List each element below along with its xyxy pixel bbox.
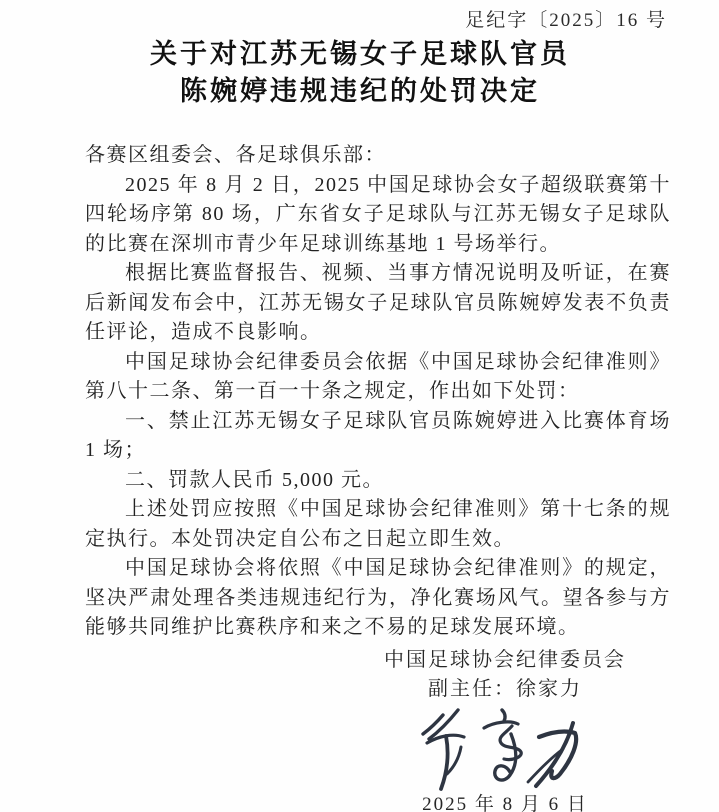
document-number: 足纪字〔2025〕16 号 xyxy=(465,10,667,31)
signature-date: 2025 年 8 月 6 日 xyxy=(422,794,588,812)
document-title xyxy=(60,36,660,110)
handwritten-signature xyxy=(412,706,598,792)
body-paragraph-rules-basis: 中国足球协会纪律委员会依据《中国足球协会纪律准则》第八十二条、第一百一十条之规定，作出如下处罚： xyxy=(85,350,671,402)
signature-block xyxy=(340,645,670,812)
title-line-1: 关于对江苏无锡女子足球队官员 xyxy=(150,39,570,69)
salutation-line: 各赛区组委会、各足球俱乐部： xyxy=(85,144,386,166)
body-paragraph-closing: 中国足球协会将依照《中国足球协会纪律准则》的规定，坚决严肃处理各类违规违纪行为，净化赛场风气。望各参与方能够共同维护比赛秩序和来之不易的足球发展环境。 xyxy=(85,557,671,638)
body-paragraph-penalty-item-1: 一、禁止江苏无锡女子足球队官员陈婉婷进入比赛体育场 1 场； xyxy=(85,409,671,461)
title-line-2: 陈婉婷违规违纪的处罚决定 xyxy=(180,76,540,106)
body-paragraph-findings: 根据比赛监督报告、视频、当事方情况说明及听证，在赛后新闻发布会中，江苏无锡女子足球队官员陈婉婷发表不负责任评论，造成不良影响。 xyxy=(85,262,671,343)
body-paragraph-match-info: 2025 年 8 月 2 日，2025 中国足球协会女子超级联赛第十四轮场序第 80 场，广东省女子足球队与江苏无锡女子足球队的比赛在深圳市青少年足球训练基地 1 号场举行。 xyxy=(85,173,671,255)
body-paragraph-execution: 上述处罚应按照《中国足球协会纪律准则》第十七条的规定执行。本处罚决定自公布之日起立即生效。 xyxy=(85,498,671,550)
document-body xyxy=(85,141,671,643)
signature-signer-title: 副主任：徐家力 xyxy=(428,678,582,700)
body-paragraph-penalty-item-2: 二、罚款人民币 5,000 元。 xyxy=(125,468,384,491)
signature-organization: 中国足球协会纪律委员会 xyxy=(384,649,626,671)
